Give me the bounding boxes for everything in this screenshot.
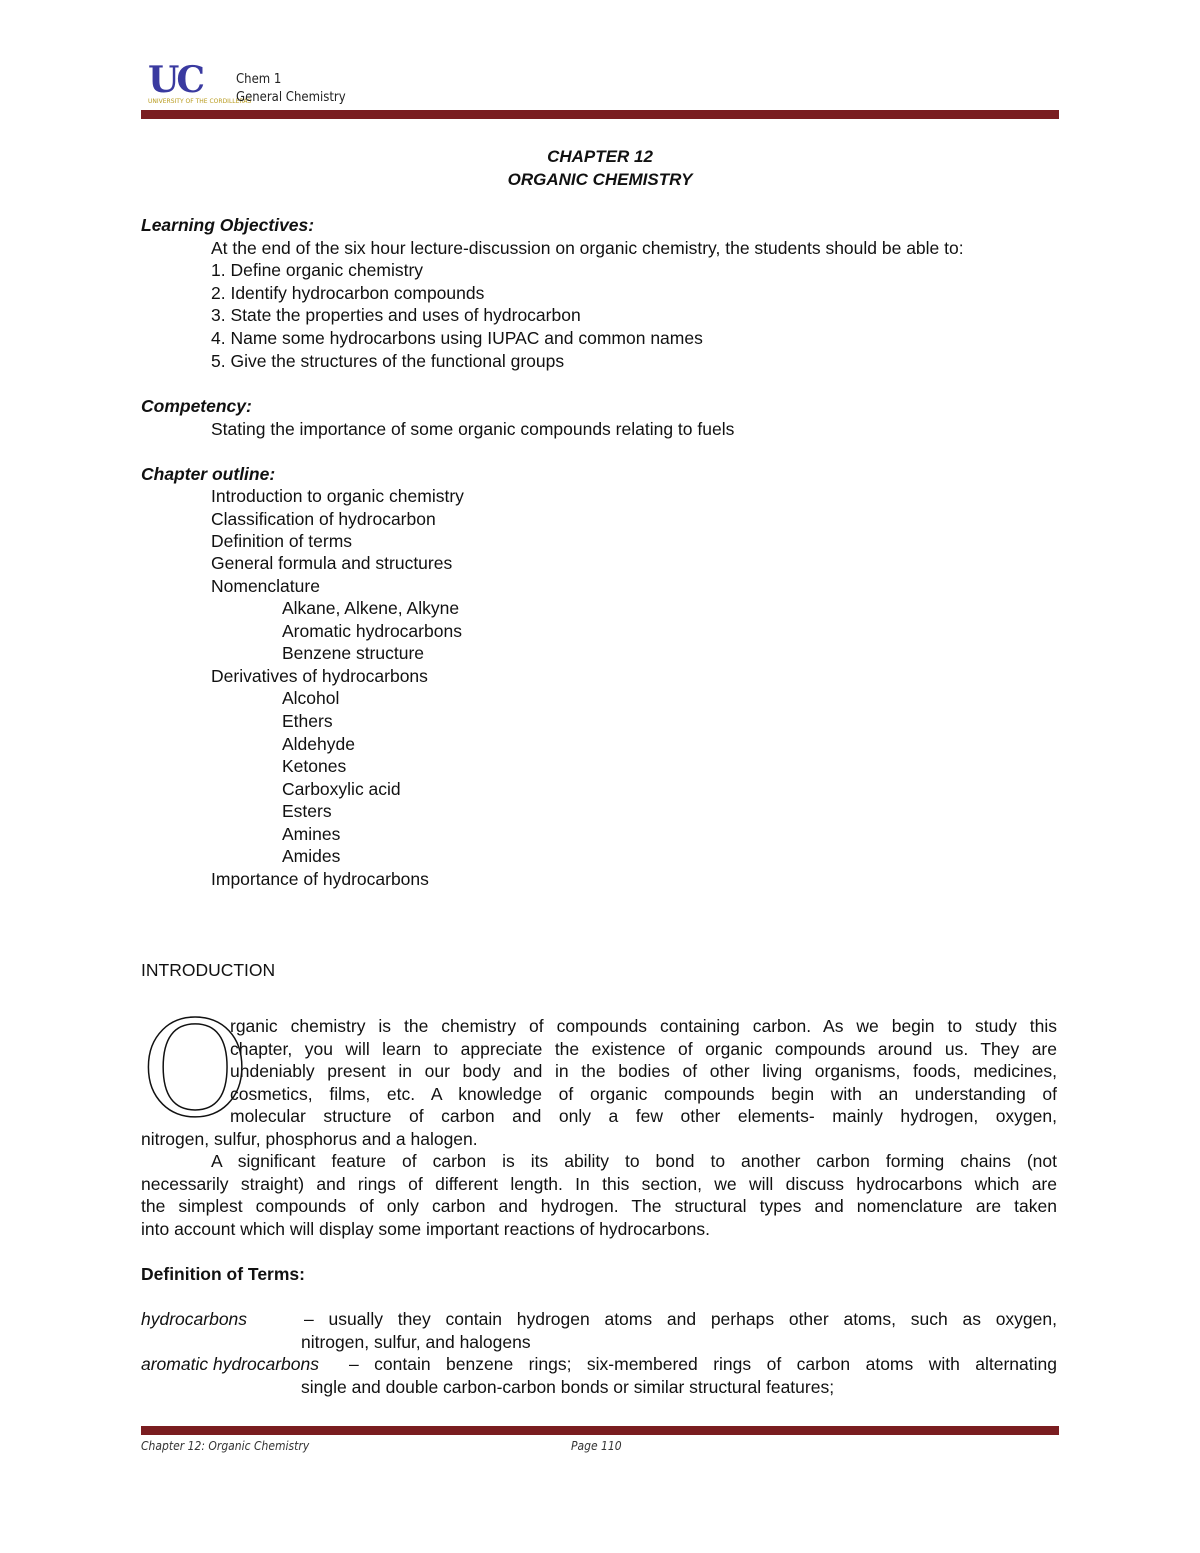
outline-item: General formula and structures — [211, 553, 453, 573]
outline-heading: Chapter outline: — [141, 464, 276, 484]
footer-divider — [141, 1426, 1059, 1435]
objective-item: 4. Name some hydrocarbons using IUPAC and common names — [211, 328, 703, 348]
intro-line: cosmetics, films, etc. A knowledge of organic compounds begin with an understanding of — [230, 1084, 1057, 1104]
university-logo — [148, 59, 252, 106]
outline-subitem: Amides — [282, 846, 341, 866]
logo-subtext: UNIVERSITY OF THE CORDILLERAS — [148, 98, 252, 105]
definition-term: hydrocarbons — [141, 1309, 248, 1329]
objectives-intro: At the end of the six hour lecture-discussion on organic chemistry, the students should be able to: — [211, 238, 964, 258]
outline-subitem: Alkane, Alkene, Alkyne — [282, 598, 460, 618]
outline-item: Introduction to organic chemistry — [211, 486, 464, 506]
competency-heading: Competency: — [141, 396, 252, 416]
intro-line: into account which will display some important reactions of hydrocarbons. — [141, 1219, 711, 1239]
outline-item: Definition of terms — [211, 531, 353, 551]
outline-subitem: Ketones — [282, 756, 347, 776]
chapter-number: CHAPTER 12 — [547, 147, 653, 166]
footer-page-number: Page 110 — [571, 1439, 622, 1453]
intro-line: chapter, you will learn to appreciate the existence of organic compounds around us. They are — [230, 1039, 1057, 1059]
header-divider — [141, 110, 1059, 119]
objectives-heading: Learning Objectives: — [141, 215, 315, 235]
intro-line: undeniably present in our body and in the bodies of other living organisms, foods, medicines, — [230, 1061, 1057, 1081]
objective-item: 1. Define organic chemistry — [211, 260, 424, 280]
definition-text: – contain benzene rings; six-membered rings of carbon atoms with alternating — [349, 1354, 1057, 1374]
definitions-heading: Definition of Terms: — [141, 1264, 305, 1284]
outline-subitem: Amines — [282, 824, 341, 844]
course-name: General Chemistry — [236, 90, 346, 105]
chapter-title: ORGANIC CHEMISTRY — [507, 170, 693, 189]
drop-cap: O — [141, 993, 250, 1147]
definition-continuation: single and double carbon-carbon bonds or similar structural features; — [301, 1377, 835, 1397]
outline-subitem: Benzene structure — [282, 643, 425, 663]
footer-chapter: Chapter 12: Organic Chemistry — [141, 1439, 310, 1453]
definition-continuation: nitrogen, sulfur, and halogens — [301, 1332, 531, 1352]
intro-line: nitrogen, sulfur, phosphorus and a halogen. — [141, 1129, 478, 1149]
outline-item: Importance of hydrocarbons — [211, 869, 429, 889]
intro-line: necessarily straight) and rings of different length. In this section, we will discuss hydrocarbons which are — [141, 1174, 1057, 1194]
introduction-heading: INTRODUCTION — [141, 960, 276, 980]
objective-item: 5. Give the structures of the functional groups — [211, 351, 565, 371]
outline-subitem: Carboxylic acid — [282, 779, 401, 799]
competency-text: Stating the importance of some organic compounds relating to fuels — [211, 419, 735, 439]
logo-text: UC — [148, 59, 203, 101]
intro-line: molecular structure of carbon and only a few other elements- mainly hydrogen, oxygen, — [230, 1106, 1057, 1126]
outline-item: Derivatives of hydrocarbons — [211, 666, 428, 686]
definition-term: aromatic hydrocarbons — [141, 1354, 319, 1374]
outline-subitem: Aldehyde — [282, 734, 355, 754]
outline-subitem: Aromatic hydrocarbons — [282, 621, 462, 641]
outline-subitem: Ethers — [282, 711, 333, 731]
outline-subitem: Esters — [282, 801, 332, 821]
course-code: Chem 1 — [236, 72, 282, 87]
definition-text: – usually they contain hydrogen atoms and perhaps other atoms, such as oxygen, — [304, 1309, 1057, 1329]
outline-subitem: Alcohol — [282, 688, 340, 708]
intro-line: the simplest compounds of only carbon and hydrogen. The structural types and nomenclature are taken — [141, 1196, 1057, 1216]
objective-item: 2. Identify hydrocarbon compounds — [211, 283, 485, 303]
intro-line: rganic chemistry is the chemistry of compounds containing carbon. As we begin to study this — [230, 1016, 1057, 1036]
outline-item: Classification of hydrocarbon — [211, 509, 436, 529]
intro-line: A significant feature of carbon is its ability to bond to another carbon forming chains (not — [211, 1151, 1057, 1171]
outline-item: Nomenclature — [211, 576, 320, 596]
objective-item: 3. State the properties and uses of hydrocarbon — [211, 305, 581, 325]
